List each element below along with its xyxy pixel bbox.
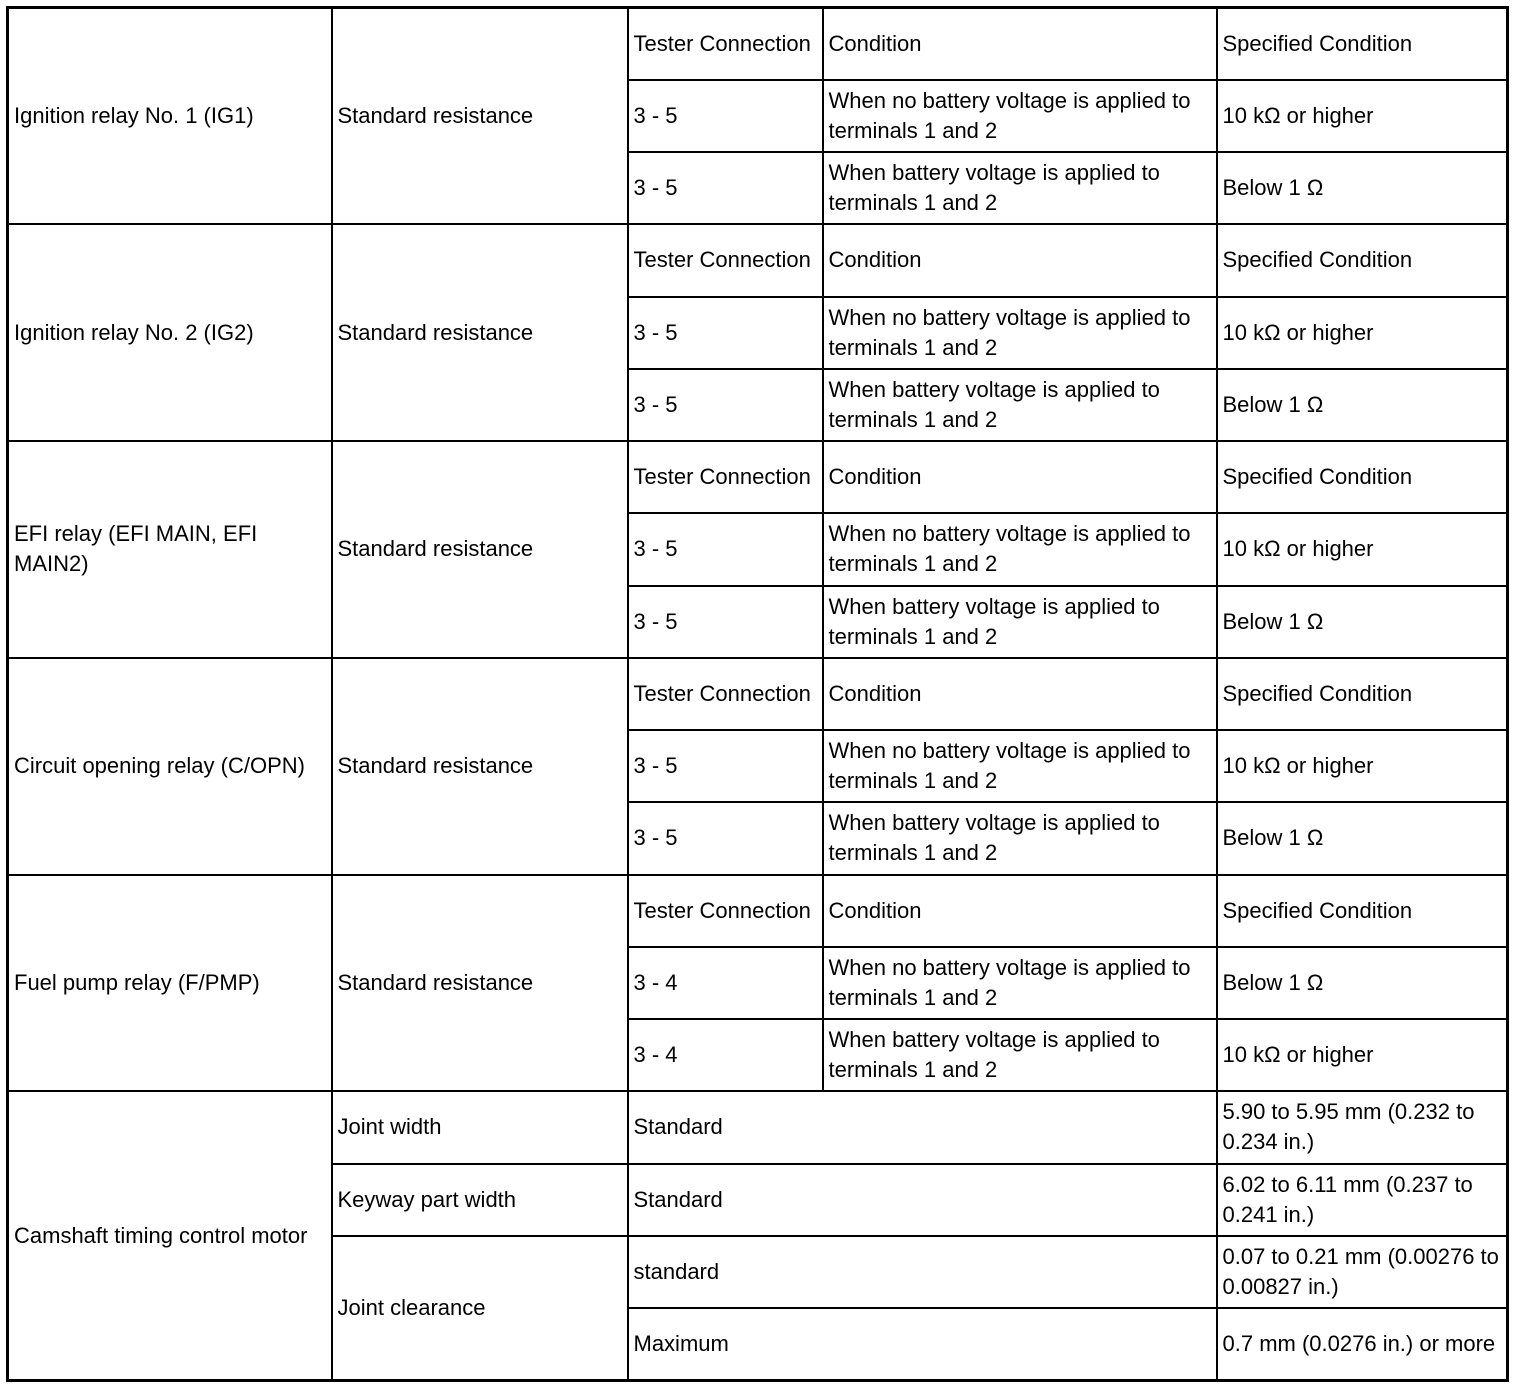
- condition-cell: When no battery voltage is applied to terminals 1 and 2: [823, 297, 1217, 369]
- table-row: [8, 441, 1508, 513]
- condition-header: Condition: [823, 658, 1217, 730]
- condition-cell: When battery voltage is applied to terminals 1 and 2: [823, 152, 1217, 224]
- table-row: [8, 658, 1508, 730]
- condition-cell: When battery voltage is applied to terminals 1 and 2: [823, 586, 1217, 658]
- specified-condition-header: Specified Condition: [1217, 441, 1508, 513]
- item-cell: Standard resistance: [332, 441, 628, 658]
- condition-cell: Standard: [628, 1091, 1217, 1163]
- item-cell: Standard resistance: [332, 658, 628, 875]
- table-row: [8, 875, 1508, 947]
- specified-condition-cell: 10 kΩ or higher: [1217, 730, 1508, 802]
- specified-condition-cell: 6.02 to 6.11 mm (0.237 to 0.241 in.): [1217, 1164, 1508, 1236]
- condition-cell: Maximum: [628, 1308, 1217, 1381]
- tester-connection-cell: 3 - 4: [628, 947, 823, 1019]
- item-cell: Keyway part width: [332, 1164, 628, 1236]
- tester-connection-cell: 3 - 5: [628, 513, 823, 585]
- tester-connection-cell: 3 - 5: [628, 730, 823, 802]
- specified-condition-cell: Below 1 Ω: [1217, 947, 1508, 1019]
- condition-header: Condition: [823, 8, 1217, 80]
- tester-connection-header: Tester Connection: [628, 224, 823, 296]
- tester-connection-header: Tester Connection: [628, 8, 823, 80]
- tester-connection-cell: 3 - 5: [628, 80, 823, 152]
- table-row: [8, 1091, 1508, 1163]
- specified-condition-header: Specified Condition: [1217, 658, 1508, 730]
- condition-header: Condition: [823, 224, 1217, 296]
- condition-cell: When battery voltage is applied to terminals 1 and 2: [823, 802, 1217, 874]
- condition-cell: When battery voltage is applied to terminals 1 and 2: [823, 1019, 1217, 1091]
- component-cell: Ignition relay No. 2 (IG2): [8, 224, 332, 441]
- component-cell: Circuit opening relay (C/OPN): [8, 658, 332, 875]
- condition-cell: When no battery voltage is applied to terminals 1 and 2: [823, 947, 1217, 1019]
- item-cell: Standard resistance: [332, 224, 628, 441]
- tester-connection-cell: 3 - 5: [628, 297, 823, 369]
- specified-condition-cell: Below 1 Ω: [1217, 586, 1508, 658]
- condition-cell: When no battery voltage is applied to terminals 1 and 2: [823, 80, 1217, 152]
- tester-connection-header: Tester Connection: [628, 875, 823, 947]
- condition-cell: When no battery voltage is applied to terminals 1 and 2: [823, 730, 1217, 802]
- specified-condition-cell: 10 kΩ or higher: [1217, 297, 1508, 369]
- component-cell: EFI relay (EFI MAIN, EFI MAIN2): [8, 441, 332, 658]
- condition-cell: When no battery voltage is applied to terminals 1 and 2: [823, 513, 1217, 585]
- tester-connection-cell: 3 - 5: [628, 586, 823, 658]
- relay-inspection-table: [6, 6, 1509, 1382]
- specified-condition-cell: Below 1 Ω: [1217, 369, 1508, 441]
- component-cell: Camshaft timing control motor: [8, 1091, 332, 1380]
- item-cell: Joint clearance: [332, 1236, 628, 1381]
- specified-condition-cell: Below 1 Ω: [1217, 152, 1508, 224]
- tester-connection-cell: 3 - 4: [628, 1019, 823, 1091]
- specified-condition-cell: 10 kΩ or higher: [1217, 80, 1508, 152]
- specified-condition-cell: 0.07 to 0.21 mm (0.00276 to 0.00827 in.): [1217, 1236, 1508, 1308]
- item-cell: Joint width: [332, 1091, 628, 1163]
- condition-header: Condition: [823, 875, 1217, 947]
- item-cell: Standard resistance: [332, 8, 628, 225]
- specified-condition-header: Specified Condition: [1217, 8, 1508, 80]
- table-row: [8, 224, 1508, 296]
- tester-connection-cell: 3 - 5: [628, 802, 823, 874]
- table-row: [8, 8, 1508, 80]
- specified-condition-cell: 0.7 mm (0.0276 in.) or more: [1217, 1308, 1508, 1381]
- condition-header: Condition: [823, 441, 1217, 513]
- tester-connection-cell: 3 - 5: [628, 369, 823, 441]
- component-cell: Fuel pump relay (F/PMP): [8, 875, 332, 1092]
- component-cell: Ignition relay No. 1 (IG1): [8, 8, 332, 225]
- specified-condition-header: Specified Condition: [1217, 875, 1508, 947]
- condition-cell: Standard: [628, 1164, 1217, 1236]
- specified-condition-cell: 10 kΩ or higher: [1217, 513, 1508, 585]
- tester-connection-cell: 3 - 5: [628, 152, 823, 224]
- tester-connection-header: Tester Connection: [628, 658, 823, 730]
- condition-cell: standard: [628, 1236, 1217, 1308]
- tester-connection-header: Tester Connection: [628, 441, 823, 513]
- condition-cell: When battery voltage is applied to terminals 1 and 2: [823, 369, 1217, 441]
- specified-condition-cell: Below 1 Ω: [1217, 802, 1508, 874]
- specified-condition-header: Specified Condition: [1217, 224, 1508, 296]
- specified-condition-cell: 10 kΩ or higher: [1217, 1019, 1508, 1091]
- item-cell: Standard resistance: [332, 875, 628, 1092]
- specified-condition-cell: 5.90 to 5.95 mm (0.232 to 0.234 in.): [1217, 1091, 1508, 1163]
